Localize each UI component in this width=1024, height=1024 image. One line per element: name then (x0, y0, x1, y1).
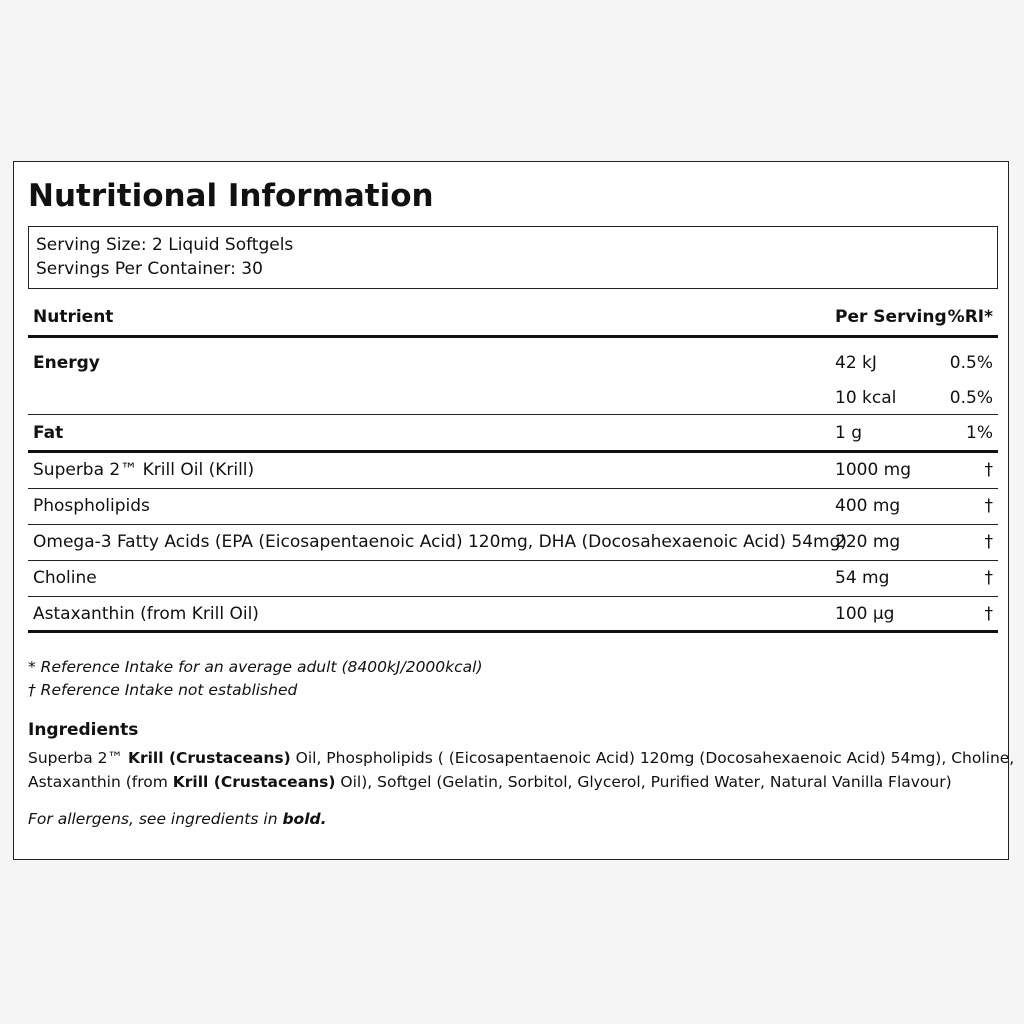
nutrient-ri: † (984, 460, 993, 480)
ingredients-line (28, 770, 1003, 794)
ingredients-line (28, 746, 1015, 770)
nutrient-amount: 400 mg (835, 496, 901, 516)
energy-kcal-ri: 0.5% (949, 388, 993, 408)
table-row (28, 597, 998, 633)
page-title: Nutritional Information (28, 178, 434, 214)
fat-label: Fat (33, 423, 64, 443)
allergen-note (28, 810, 327, 828)
nutrient-amount: 220 mg (835, 532, 901, 552)
nutrient-ri: † (984, 604, 993, 624)
table-header-row (28, 297, 998, 338)
nutrient-ri: † (984, 496, 993, 516)
servings-per-container: Servings Per Container: 30 (36, 259, 263, 279)
serving-size: Serving Size: 2 Liquid Softgels (36, 235, 294, 255)
header-nutrient: Nutrient (33, 307, 114, 327)
allergen-note-text: For allergens, see ingredients in (28, 810, 283, 828)
dagger-footnote: † Reference Intake not established (28, 681, 298, 699)
allergen-highlight: Krill (Crustaceans) (172, 773, 336, 791)
allergen-note-bold: bold. (282, 810, 327, 828)
nutrient-name: Astaxanthin (from Krill Oil) (33, 604, 259, 624)
allergen-highlight: Krill (Crustaceans) (127, 749, 291, 767)
energy-kj-ri: 0.5% (949, 353, 993, 373)
serving-info-box (28, 226, 998, 289)
nutrient-ri: † (984, 568, 993, 588)
ingredients-text-part: Oil, Phospholipids ( (Eicosapentaenoic Acid) 120mg (Docosahexaenoic Acid) 54mg), Choline, (290, 749, 1015, 767)
nutrition-table (28, 297, 998, 633)
fat-amount: 1 g (835, 423, 863, 443)
table-row-fat (28, 415, 998, 453)
energy-kj: 42 kJ (835, 353, 877, 373)
header-ri: %RI* (947, 307, 993, 327)
nutrient-amount: 54 mg (835, 568, 890, 588)
ingredients-text (28, 746, 1015, 794)
energy-kcal: 10 kcal (835, 388, 897, 408)
nutrition-panel (13, 161, 1015, 860)
table-row (28, 453, 998, 489)
footnotes (28, 656, 483, 702)
ingredients-text-part: Oil), Softgel (Gelatin, Sorbitol, Glycerol, Purified Water, Natural Vanilla Flavour) (335, 773, 952, 791)
ri-footnote: * Reference Intake for an average adult (8400kJ/2000kcal) (28, 658, 483, 676)
ingredients-heading: Ingredients (28, 720, 139, 740)
fat-ri: 1% (966, 423, 993, 443)
nutrient-name: Omega-3 Fatty Acids (EPA (Eicosapentaenoic Acid) 120mg, DHA (Docosahexaenoic Acid) 54mg) (33, 532, 847, 552)
ingredients-text-part: Superba 2™ (28, 749, 128, 767)
nutrient-ri: † (984, 532, 993, 552)
nutrient-name: Phospholipids (33, 496, 150, 516)
ingredients-text-part: Astaxanthin (from (28, 773, 173, 791)
energy-label: Energy (33, 353, 100, 373)
nutrient-name: Choline (33, 568, 97, 588)
nutrient-amount: 100 µg (835, 604, 895, 624)
table-row (28, 525, 998, 561)
nutrient-name: Superba 2™ Krill Oil (Krill) (33, 460, 255, 480)
table-row (28, 489, 998, 525)
table-row-energy (28, 338, 998, 415)
nutrient-amount: 1000 mg (835, 460, 912, 480)
table-row (28, 561, 998, 597)
header-per-serving: Per Serving (835, 307, 947, 327)
